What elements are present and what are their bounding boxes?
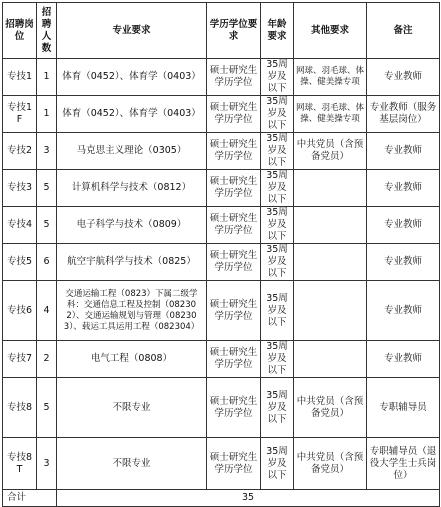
cell-num: 3 — [37, 133, 57, 170]
cell-edu: 硕士研究生学历学位 — [207, 281, 261, 341]
table-row — [3, 170, 440, 207]
cell-post: 专技6 — [3, 281, 37, 341]
cell-other — [294, 341, 367, 378]
total-row — [3, 490, 440, 507]
cell-num: 5 — [37, 207, 57, 244]
table-row — [3, 244, 440, 281]
recruitment-table-container — [2, 2, 440, 507]
cell-other: 中共党员（含预备党员） — [294, 438, 367, 490]
cell-post: 专技1F — [3, 96, 37, 133]
cell-edu: 硕士研究生学历学位 — [207, 133, 261, 170]
header-other: 其他要求 — [294, 3, 367, 59]
cell-major: 马克思主义理论（0305） — [57, 133, 207, 170]
cell-age: 35周岁及以下 — [261, 207, 294, 244]
total-label: 合计 — [3, 490, 57, 507]
table-row — [3, 133, 440, 170]
cell-note: 专业教师 — [367, 341, 440, 378]
table-row — [3, 207, 440, 244]
table-row — [3, 378, 440, 438]
cell-age: 35周岁及以下 — [261, 133, 294, 170]
table-row — [3, 59, 440, 96]
header-age: 年龄要求 — [261, 3, 294, 59]
cell-other: 网球、羽毛球、体操、健美操专项 — [294, 96, 367, 133]
cell-note: 专业教师 — [367, 281, 440, 341]
cell-major: 电子科学与技术（0809） — [57, 207, 207, 244]
cell-edu: 硕士研究生学历学位 — [207, 438, 261, 490]
cell-post: 专技4 — [3, 207, 37, 244]
cell-major: 不限专业 — [57, 378, 207, 438]
cell-other — [294, 281, 367, 341]
cell-post: 专技1 — [3, 59, 37, 96]
cell-num: 5 — [37, 378, 57, 438]
cell-post: 专技2 — [3, 133, 37, 170]
header-edu: 学历学位要求 — [207, 3, 261, 59]
header-row — [3, 3, 440, 59]
cell-other: 中共党员（含预备党员） — [294, 133, 367, 170]
cell-major: 体育（0452）、体育学（0403） — [57, 59, 207, 96]
cell-num: 4 — [37, 281, 57, 341]
cell-num: 3 — [37, 438, 57, 490]
cell-num: 5 — [37, 170, 57, 207]
cell-major: 电气工程（0808） — [57, 341, 207, 378]
cell-age: 35周岁及以下 — [261, 438, 294, 490]
cell-edu: 硕士研究生学历学位 — [207, 170, 261, 207]
cell-age: 35周岁及以下 — [261, 341, 294, 378]
cell-age: 35周岁及以下 — [261, 244, 294, 281]
cell-num: 6 — [37, 244, 57, 281]
table-row — [3, 341, 440, 378]
cell-other: 网球、羽毛球、体操、健美操专项 — [294, 59, 367, 96]
cell-major: 交通运输工程（0823）下属二级学科：交通信息工程及控制（082302）、交通运输规划与管理（082303）、载运工具运用工程（082304） — [57, 281, 207, 341]
cell-edu: 硕士研究生学历学位 — [207, 207, 261, 244]
cell-post: 专技5 — [3, 244, 37, 281]
cell-major: 体育（0452）、体育学（0403） — [57, 96, 207, 133]
cell-note: 专业教师 — [367, 207, 440, 244]
cell-note: 专业教师 — [367, 170, 440, 207]
total-value: 35 — [57, 490, 440, 507]
cell-note: 专业教师（服务基层岗位） — [367, 96, 440, 133]
recruitment-table — [2, 2, 440, 507]
cell-post: 专技7 — [3, 341, 37, 378]
table-row — [3, 438, 440, 490]
cell-edu: 硕士研究生学历学位 — [207, 378, 261, 438]
cell-num: 1 — [37, 96, 57, 133]
cell-note: 专业教师 — [367, 244, 440, 281]
cell-major: 航空宇航科学与技术（0825） — [57, 244, 207, 281]
cell-edu: 硕士研究生学历学位 — [207, 96, 261, 133]
cell-age: 35周岁及以下 — [261, 378, 294, 438]
cell-major: 不限专业 — [57, 438, 207, 490]
cell-age: 35周岁及以下 — [261, 170, 294, 207]
table-row — [3, 281, 440, 341]
cell-note: 专业教师 — [367, 133, 440, 170]
cell-note: 专职辅导员 — [367, 378, 440, 438]
cell-other — [294, 244, 367, 281]
cell-post: 专技8T — [3, 438, 37, 490]
cell-edu: 硕士研究生学历学位 — [207, 244, 261, 281]
cell-age: 35周岁及以下 — [261, 59, 294, 96]
cell-age: 35周岁及以下 — [261, 281, 294, 341]
cell-age: 35周岁及以下 — [261, 96, 294, 133]
cell-edu: 硕士研究生学历学位 — [207, 341, 261, 378]
cell-note: 专业教师 — [367, 59, 440, 96]
cell-other — [294, 207, 367, 244]
cell-edu: 硕士研究生学历学位 — [207, 59, 261, 96]
header-major: 专业要求 — [57, 3, 207, 59]
cell-other — [294, 170, 367, 207]
header-post: 招聘岗位 — [3, 3, 37, 59]
table-row — [3, 96, 440, 133]
cell-other: 中共党员（含预备党员） — [294, 378, 367, 438]
cell-post: 专技3 — [3, 170, 37, 207]
cell-num: 2 — [37, 341, 57, 378]
cell-post: 专技8 — [3, 378, 37, 438]
cell-major: 计算机科学与技术（0812） — [57, 170, 207, 207]
cell-num: 1 — [37, 59, 57, 96]
cell-note: 专职辅导员（退役大学生士兵岗位） — [367, 438, 440, 490]
header-note: 备注 — [367, 3, 440, 59]
header-num: 招聘人数 — [37, 3, 57, 59]
